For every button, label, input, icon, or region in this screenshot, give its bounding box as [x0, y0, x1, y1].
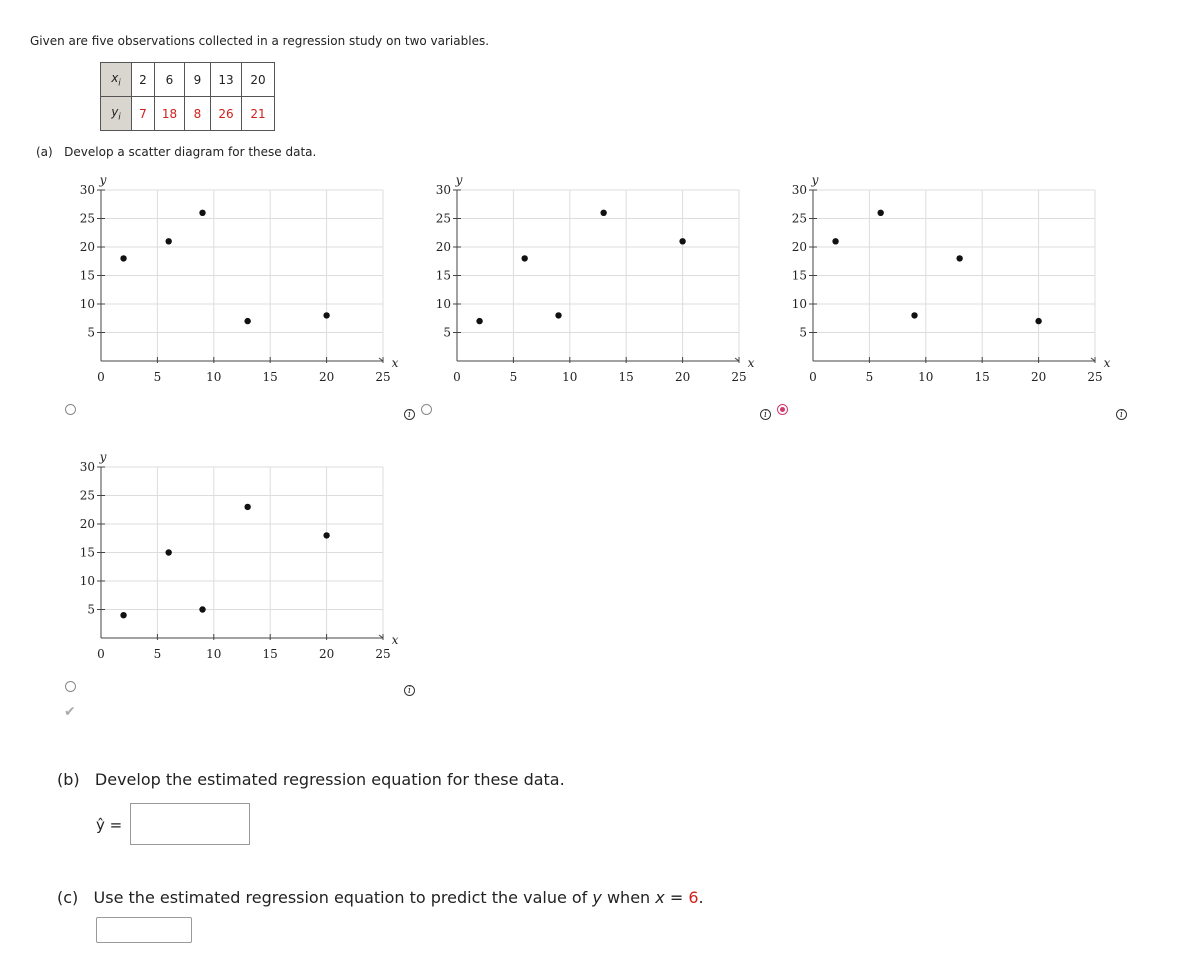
data-point [165, 549, 171, 555]
radio-option-3[interactable] [777, 404, 788, 415]
x-tick-label: 20 [318, 370, 335, 384]
data-point [911, 312, 917, 318]
data-point [120, 255, 126, 261]
y-tick-label: 10 [79, 574, 95, 588]
scatter-plot-option-4 [40, 445, 430, 665]
info-icon[interactable]: i [760, 409, 771, 420]
data-point [877, 210, 883, 216]
x-tick-label: 25 [375, 370, 391, 384]
y-tick-label: 25 [791, 211, 807, 226]
yhat-label: ŷ = [96, 816, 123, 834]
part-c-text: Use the estimated regression equation to predict the value of [93, 888, 593, 907]
scatter-plot-option-1 [40, 168, 430, 388]
regression-equation-input[interactable] [130, 803, 250, 845]
y-cell: 7 [132, 97, 155, 131]
part-a-prompt [36, 145, 316, 159]
part-b-text: Develop the estimated regression equation for these data. [94, 770, 565, 789]
x-header: $x_i$ [101, 63, 132, 97]
x-tick-label: 15 [262, 370, 278, 384]
x-cell: 2 [132, 63, 155, 97]
data-point [165, 238, 171, 244]
x-cell: 9 [185, 63, 211, 97]
part-b-prompt [57, 770, 565, 789]
x-tick-label: 5 [153, 370, 162, 384]
y-cell: 26 [211, 97, 242, 131]
info-icon[interactable]: i [1116, 409, 1127, 420]
data-point [956, 255, 962, 261]
data-point [679, 238, 685, 244]
x-axis-label: x [391, 633, 399, 647]
data-point [244, 318, 250, 324]
y-tick-label: 25 [79, 488, 95, 503]
y-tick-label: 15 [791, 268, 807, 283]
info-icon[interactable]: i [404, 409, 415, 420]
data-point [199, 210, 205, 216]
y-tick-label: 15 [435, 268, 451, 283]
part-b-label: (b) [57, 770, 80, 789]
y-axis-label: y [811, 173, 819, 187]
x-tick-label: 15 [974, 370, 990, 384]
data-point [199, 606, 205, 612]
x-axis-label: x [391, 356, 399, 370]
y-tick-label: 20 [435, 240, 451, 254]
radio-option-1[interactable] [65, 404, 76, 415]
y-tick-label: 5 [87, 602, 95, 617]
data-point [476, 318, 482, 324]
data-point [832, 238, 838, 244]
scatter-plot-option-3 [752, 168, 1142, 388]
y-axis-label: y [455, 173, 463, 187]
y-tick-label: 30 [79, 460, 95, 474]
x-tick-label: 10 [206, 647, 222, 661]
x-tick-label: 10 [562, 370, 578, 384]
x-tick-label: 25 [731, 370, 747, 384]
y-tick-label: 30 [79, 183, 95, 197]
part-c-prompt: (c) Use the estimated regression equation to predict the value of y when x = 6. [57, 888, 704, 907]
y-axis-label: y [99, 450, 107, 464]
y-tick-label: 10 [79, 297, 95, 311]
x-tick-label: 20 [674, 370, 691, 384]
y-tick-label: 5 [87, 325, 95, 340]
x-axis-label: x [747, 356, 755, 370]
intro-text: Given are five observations collected in a regression study on two variables. [30, 34, 490, 48]
scatter-svg [40, 168, 430, 388]
scatter-svg [752, 168, 1142, 388]
y-tick-label: 30 [791, 183, 807, 197]
y-variable: y [592, 888, 602, 907]
part-c-label: (c) [57, 888, 79, 907]
x-tick-label: 0 [809, 370, 817, 384]
scatter-plot-option-2 [396, 168, 786, 388]
y-tick-label: 20 [791, 240, 807, 254]
data-point [120, 612, 126, 618]
x-tick-label: 0 [453, 370, 461, 384]
y-tick-label: 10 [435, 297, 451, 311]
x-tick-label: 0 [97, 647, 105, 661]
radio-option-2[interactable] [421, 404, 432, 415]
y-cell: 21 [242, 97, 275, 131]
x-axis-label: x [1103, 356, 1111, 370]
y-tick-label: 5 [799, 325, 807, 340]
data-point [600, 210, 606, 216]
x-cell: 13 [211, 63, 242, 97]
y-axis-label: y [99, 173, 107, 187]
part-a-text: Develop a scatter diagram for these data. [64, 145, 317, 159]
data-point [1035, 318, 1041, 324]
x-tick-label: 20 [1030, 370, 1047, 384]
table-row-y [101, 97, 275, 131]
x-tick-label: 20 [318, 647, 335, 661]
x-tick-label: 25 [1087, 370, 1103, 384]
y-tick-label: 30 [435, 183, 451, 197]
x-cell: 6 [155, 63, 185, 97]
x-tick-label: 5 [865, 370, 874, 384]
x-tick-label: 5 [509, 370, 518, 384]
y-tick-label: 15 [79, 545, 95, 560]
data-point [323, 532, 329, 538]
part-a-label: (a) [36, 145, 53, 159]
x-tick-label: 25 [375, 647, 391, 661]
info-icon[interactable]: i [404, 685, 415, 696]
scatter-svg [396, 168, 786, 388]
x-value: 6 [688, 888, 699, 907]
x-cell: 20 [242, 63, 275, 97]
data-table [100, 62, 275, 131]
table-row-x [101, 63, 275, 97]
y-header: $y_i$ [101, 97, 132, 131]
data-point [323, 312, 329, 318]
y-tick-label: 5 [443, 325, 451, 340]
scatter-svg [40, 445, 430, 665]
y-tick-label: 15 [79, 268, 95, 283]
y-tick-label: 20 [79, 240, 95, 254]
x-tick-label: 10 [206, 370, 222, 384]
y-tick-label: 25 [79, 211, 95, 226]
x-tick-label: 5 [153, 647, 162, 661]
checkmark-icon: ✔ [64, 704, 76, 720]
prediction-input[interactable] [96, 917, 192, 943]
y-tick-label: 20 [79, 517, 95, 531]
y-tick-label: 25 [435, 211, 451, 226]
data-point [244, 504, 250, 510]
data-point [521, 255, 527, 261]
x-tick-label: 0 [97, 370, 105, 384]
x-tick-label: 15 [262, 647, 278, 661]
y-cell: 8 [185, 97, 211, 131]
x-variable: x [655, 888, 665, 907]
radio-option-4[interactable] [65, 681, 76, 692]
data-point [555, 312, 561, 318]
y-tick-label: 10 [791, 297, 807, 311]
x-tick-label: 15 [618, 370, 634, 384]
y-cell: 18 [155, 97, 185, 131]
x-tick-label: 10 [918, 370, 934, 384]
